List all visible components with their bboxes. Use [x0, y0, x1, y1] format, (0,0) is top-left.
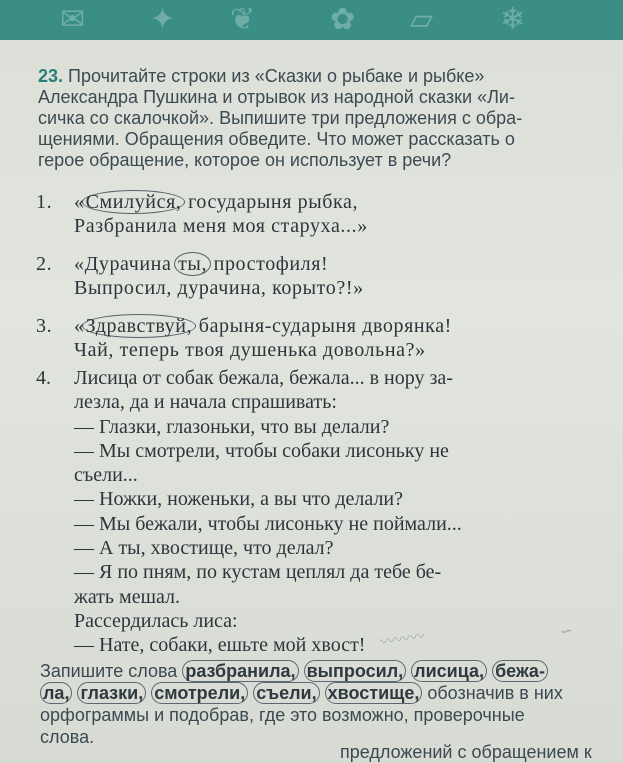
story-line: — Мы смотрели, чтобы собаки лисоньку не: [74, 439, 449, 462]
instruction-line: Прочитайте строки из «Сказки о рыбаке и рыбке»: [68, 66, 485, 86]
header-decorative-strip: [0, 0, 623, 40]
quote-text: барыня-сударыня дворянка!: [193, 315, 452, 337]
highlighted-word: выпросил,: [304, 660, 407, 682]
highlighted-word: хвостище,: [325, 682, 423, 704]
highlighted-word: бежа-: [492, 660, 548, 682]
letter-icon: ✉: [60, 2, 86, 37]
circled-address: Смилуйся,: [82, 190, 186, 214]
fairy-tale-excerpt: [36, 366, 596, 658]
story-line: — А ты, хвостище, что делал?: [74, 537, 334, 560]
story-line: съели...: [74, 464, 138, 487]
flower-icon: ✿: [330, 2, 356, 37]
star-icon: ✦: [150, 2, 176, 37]
quote-text: государыня рыбка,: [182, 191, 359, 213]
instruction-line: Александра Пушкина и отрывок из народной сказки «Ли-: [38, 87, 515, 107]
item-number: 2.: [36, 253, 53, 275]
assignment-text-part: Запишите слова: [40, 661, 183, 681]
quote-text: «Дурачина: [74, 253, 178, 275]
book-icon: ▱: [410, 2, 434, 37]
instruction-line: сичка со скалочкой». Выпишите три предложения с обра-: [38, 108, 523, 128]
highlighted-word: лисица,: [411, 660, 487, 682]
instruction-line: герое обращение, которое он использует в речи?: [38, 150, 452, 170]
story-line: лезла, да и начала спрашивать:: [74, 391, 337, 414]
assignment-line: слова.: [40, 727, 95, 747]
circled-address: ты,: [174, 252, 211, 276]
story-line: — Ножки, ноженьки, а вы что делали?: [74, 488, 404, 511]
quote-item-2: [36, 252, 596, 300]
quote-text: Выпросил, дурачина, корыто?!»: [74, 277, 364, 299]
exercise-number: 23.: [38, 66, 64, 86]
exercise-instruction: [38, 66, 598, 171]
highlighted-word: глазки,: [77, 682, 146, 704]
pencil-scribble: ∽: [558, 621, 574, 641]
story-line: Рассердилась лиса:: [74, 609, 238, 632]
pencil-scribble: 〰〰〰: [379, 626, 427, 652]
quote-text: Чай, теперь твоя душенька довольна?»: [74, 339, 426, 361]
assignment-line: орфограммы и подобрав, где это возможно, проверочные: [40, 705, 525, 725]
quote-item-1: [36, 190, 596, 238]
story-line: — Нате, собаки, ешьте мой хвост!: [74, 634, 366, 657]
item-number: 4.: [36, 367, 51, 389]
leaf-icon: ❦: [230, 2, 256, 37]
story-line: — Я по пням, по кустам цеплял да тебе бе-: [74, 561, 442, 584]
quote-text: простофиля!: [208, 253, 329, 275]
item-number: 1.: [36, 191, 53, 213]
story-line: — Глазки, глазоньки, что вы делали?: [74, 415, 390, 438]
highlighted-word: ла,: [40, 682, 72, 704]
item-number: 3.: [36, 315, 53, 337]
highlighted-word: разбранила,: [182, 660, 298, 682]
story-line: Лисица от собак бежала, бежала... в нору за-: [74, 367, 453, 389]
assignment-text-part: обозначив в них: [422, 683, 563, 703]
assignment-text: [40, 660, 590, 748]
story-line: — Мы бежали, чтобы лисоньку не поймали...: [74, 512, 462, 535]
instruction-line: щениями. Обращения обведите. Что может рассказать о: [38, 129, 515, 149]
quote-item-3: [36, 314, 596, 362]
story-line: жать мешал.: [74, 585, 181, 608]
quote-text: Разбранила меня моя старуха...»: [74, 215, 368, 237]
highlighted-word: съели,: [253, 682, 319, 704]
snowflake-icon: ❄: [500, 2, 526, 37]
circled-address: Здравствуй,: [82, 314, 197, 338]
quote-text: «: [74, 315, 85, 337]
highlighted-word: смотрели,: [151, 682, 248, 704]
quote-text: «: [74, 191, 85, 213]
cut-off-text: предложений с обращением к: [340, 742, 592, 762]
